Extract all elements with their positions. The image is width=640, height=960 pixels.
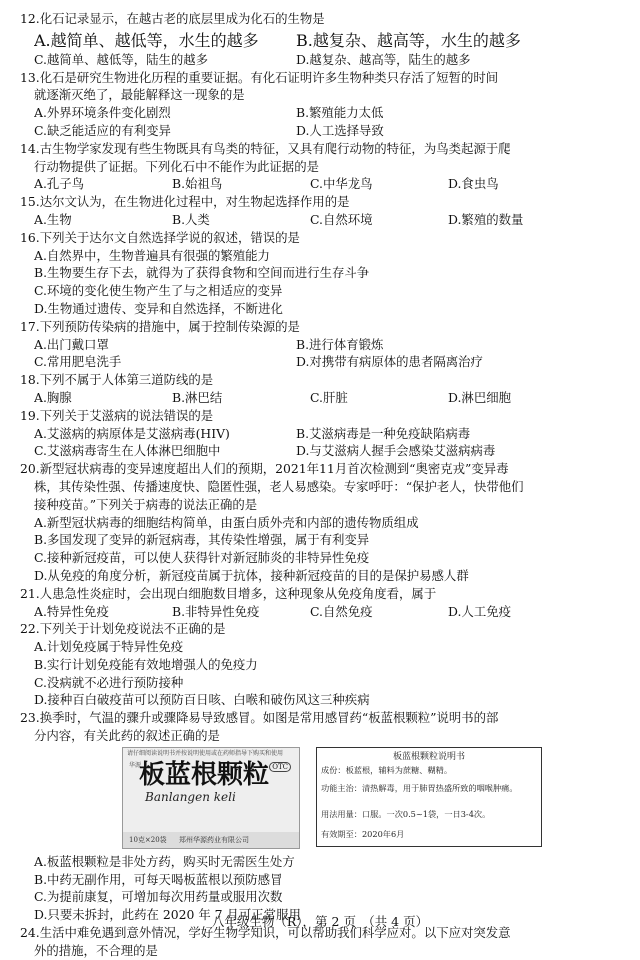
q22-option-c: C.没病就不必进行预防接种 [34,674,184,690]
page-footer: 八年级生物（R），第 2 页 （共 4 页） [211,914,429,929]
q16-option-c: C.环境的变化使生物产生了与之相适应的变异 [34,283,283,299]
q23-option-c: C.为提前康复，可增加每次用药量或服用次数 [34,889,283,905]
q20-option-d: D.从免疫的角度分析，新冠疫苗属于抗体，接种新冠疫苗的目的是保护易感人群 [34,567,469,583]
q12-option-d: D.越复杂、越高等，陆生的越多 [296,51,471,67]
q15-option-a: A.生物 [34,211,72,227]
leaflet-title: 板蓝根颗粒说明书 [392,751,465,762]
medicine-figure [20,747,624,851]
q19-options [20,425,624,443]
q14-stem-2: 行动物提供了证据。下列化石中不能作为此证据的是 [34,158,319,174]
q21-option-a: A.特异性免疫 [34,603,109,619]
box-title: 板蓝根颗粒 [139,759,270,790]
q20-stem-2: 株，其传染性强、传播速度快、隐匿性强，老人易感染。专家呼吁：“保护老人，快带他们 [34,478,524,494]
q12-options-2 [20,51,624,69]
q17-options [20,336,624,354]
q19-option-c: C.艾滋病毒寄生在人体淋巴细胞中 [34,443,221,459]
q16-stem: 16.下列关于达尔文自然选择学说的叙述，错误的是 [20,229,300,245]
q15-option-d: D.繁殖的数量 [448,211,524,227]
q21-stem: 21.人患急性炎症时，会出现白细胞数目增多，这种现象从免疫角度看，属于 [20,585,437,601]
box-pinyin: Banlangen keli [145,789,236,804]
q18-option-a: A.胸腺 [34,389,72,405]
q19-stem: 19.下列关于艾滋病的说法错误的是 [20,407,214,423]
q13-option-a: A.外界环境条件变化剧烈 [34,105,171,121]
q18-option-b: B.淋巴结 [172,389,223,405]
q21-options [20,603,624,621]
leaflet-expiry: 有效期至：2020年6月 [321,828,405,839]
q17-option-c: C.常用肥皂洗手 [34,354,122,370]
q18-options [20,389,624,407]
otc-badge: OTC [269,762,291,772]
q20-option-b: B.多国发现了变异的新冠病毒，其传染性增强，属于有利变异 [34,532,370,548]
q17-stem: 17.下列预防传染病的措施中，属于控制传染源的是 [20,318,300,334]
q23-option-b: B.中药无副作用，可每天喝板蓝根以预防感冒 [34,871,283,887]
q19-option-d: D.与艾滋病人握手会感染艾滋病病毒 [296,443,496,459]
q21-option-b: B.非特异性免疫 [172,603,260,619]
q14-option-d: D.食虫鸟 [448,176,499,192]
q17-options-2 [20,353,624,371]
q19-option-a: A.艾滋病的病原体是艾滋病毒(HIV) [34,425,230,441]
q15-stem: 15.达尔文认为，在生物进化过程中，对生物起选择作用的是 [20,194,350,210]
q22-stem: 22.下列关于计划免疫说法不正确的是 [20,621,226,637]
q13-options-2 [20,122,624,140]
q17-option-b: B.进行体育锻炼 [296,336,384,352]
q12-option-c: C.越简单、越低等，陆生的越多 [34,51,209,67]
box-bottom-strip [123,832,299,848]
q23-stem-1: 23.换季时，气温的骤升或骤降易导致感冒。如图是常用感冒药“板蓝根颗粒”说明书的部 [20,710,499,726]
q12-stem: 12.化石记录显示，在越古老的底层里成为化石的生物是 [20,11,325,26]
q18-option-c: C.肝脏 [310,389,348,405]
q16-option-d: D.生物通过遗传、变异和自然选择，不断进化 [34,300,283,316]
q20-option-c: C.接种新冠疫苗，可以使人获得针对新冠肺炎的非特异性免疫 [34,550,370,566]
q22-option-d: D.接种百白破疫苗可以预防百日咳、白喉和破伤风这三种疾病 [34,692,370,708]
q12-option-a: A.越简单、越低等，水生的越多 [34,30,259,50]
q15-option-c: C.自然环境 [310,211,373,227]
q21-option-d: D.人工免疫 [448,603,511,619]
q19-option-b: B.艾滋病毒是一种免疫缺陷病毒 [296,425,471,441]
q20-stem-3: 接种疫苗。”下列关于病毒的说法正确的是 [34,496,258,512]
q16-option-b: B.生物要生存下去，就得为了获得食物和空间而进行生存斗争 [34,265,370,281]
question-list [20,10,624,960]
q13-stem-2: 就逐渐灭绝了，最能解释这一现象的是 [34,87,245,103]
q13-option-d: D.人工选择导致 [296,122,384,138]
q14-option-b: B.始祖鸟 [172,176,223,192]
q18-stem: 18.下列不属于人体第三道防线的是 [20,372,214,388]
q15-option-b: B.人类 [172,211,210,227]
box-brand: 华源 [129,761,142,769]
q13-option-c: C.缺乏能适应的有利变异 [34,122,171,138]
box-top-note: 请仔细阅读说明书并按说明使用或在药师指导下购买和使用 [127,749,284,757]
leaflet-ingredients: 成份：板蓝根，辅料为蔗糖、糊精。 [321,764,453,775]
medicine-leaflet [316,747,542,847]
q23-stem-2: 分内容，有关此药的叙述正确的是 [34,728,220,744]
q22-option-a: A.计划免疫属于特异性免疫 [34,639,184,655]
q13-stem-1: 13.化石是研究生物进化历程的重要证据。有化石证明许多生物种类只存活了短暂的时间 [20,69,499,85]
q13-options [20,104,624,122]
q17-option-a: A.出门戴口罩 [34,336,109,352]
q12-option-b: B.越复杂、越高等，水生的越多 [296,30,521,50]
q16-option-a: A.自然界中，生物普遍具有很强的繁殖能力 [34,247,270,263]
q17-option-d: D.对携带有病原体的患者隔离治疗 [296,354,483,370]
q12-options [20,28,624,51]
q13-option-b: B.繁殖能力太低 [296,105,384,121]
q19-options-2 [20,442,624,460]
box-maker: 郑州华源药业有限公司 [179,835,249,844]
q20-stem-1: 20.新型冠状病毒的变异速度超出人们的预期，2021年11月首次检测到“奥密克戎”变异毒 [20,461,509,477]
q14-options [20,175,624,193]
q21-option-c: C.自然免疫 [310,603,373,619]
q22-option-b: B.实行计划免疫能有效地增强人的免疫力 [34,656,258,672]
q15-options [20,211,624,229]
q24-stem-1: 24.生活中难免遇到意外情况，学好生物学知识，可以帮助我们科学应对。以下应对突发意 [20,925,511,941]
q20-option-a: A.新型冠状病毒的细胞结构简单，由蛋白质外壳和内部的遗传物质组成 [34,514,419,530]
q14-option-a: A.孔子鸟 [34,176,85,192]
q14-option-c: C.中华龙鸟 [310,176,373,192]
q23-option-d: D.只要未拆封，此药在 2020 年 7 月可正常服用 [34,907,301,923]
q14-stem-1: 14.古生物学家发现有些生物既具有鸟类的特征，又具有爬行动物的特征，为鸟类起源于爬 [20,140,511,156]
leaflet-function: 功能主治：清热解毒，用于肺胃热盛所致的咽喉肿痛。 [321,782,518,793]
q24-stem-2: 外的措施，不合理的是 [34,942,158,958]
q23-option-a: A.板蓝根颗粒是非处方药，购买时无需医生处方 [34,853,295,869]
leaflet-usage: 用法用量：口服。一次0.5~1袋，一日3-4次。 [321,808,491,819]
box-spec: 10克×20袋 [129,835,167,844]
medicine-box-photo [122,747,300,849]
q18-option-d: D.淋巴细胞 [448,389,511,405]
